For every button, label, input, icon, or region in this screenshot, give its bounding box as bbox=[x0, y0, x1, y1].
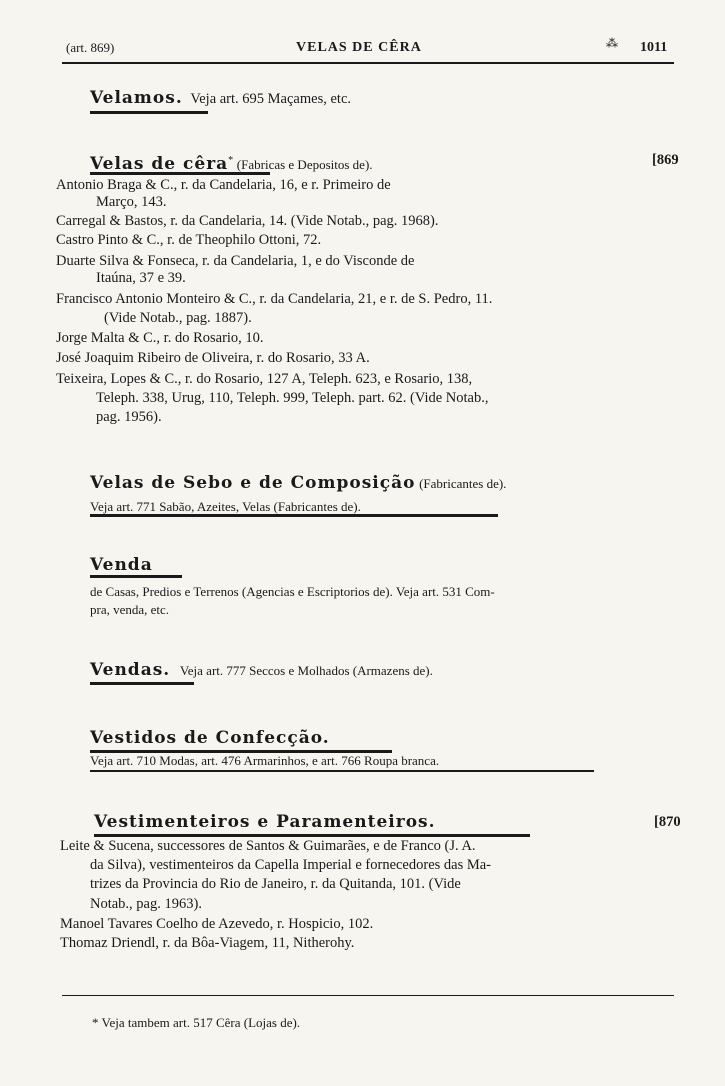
list-item-continuation: da Silva), vestimenteiros da Capella Imperial e fornecedores das Ma- bbox=[90, 857, 492, 873]
list-item bbox=[56, 177, 690, 194]
section-vestidos-title: Vestidos de Confecção. bbox=[90, 728, 330, 748]
header-article-ref: (art. 869) bbox=[66, 40, 115, 55]
list-item: Francisco Antonio Monteiro & C., r. da Candelaria, 21, e r. de S. Pedro, 11. bbox=[56, 291, 493, 307]
list-item-continuation: trizes da Provincia do Rio de Janeiro, r. da Quitanda, 101. (Vide bbox=[90, 876, 461, 892]
entry-text: Antonio Braga & C., r. da Candelaria, 16, e r. Primeiro de bbox=[56, 177, 391, 193]
section-title: Vestimenteiros e Paramenteiros. bbox=[94, 812, 436, 832]
section-ref: Veja art. 695 Maçames, etc. bbox=[190, 91, 351, 107]
section-velas-sebo bbox=[90, 475, 506, 493]
list-item: Castro Pinto & C., r. de Theophilo Ottoni, 72. bbox=[56, 232, 322, 248]
header-rule bbox=[62, 62, 674, 64]
list-item: Teixeira, Lopes & C., r. do Rosario, 127 A, Teleph. 623, e Rosario, 138, bbox=[56, 371, 473, 387]
section-underline bbox=[90, 111, 208, 114]
list-item: Duarte Silva & Fonseca, r. da Candelaria, 1, e do Visconde de bbox=[56, 253, 415, 269]
section-underline bbox=[90, 575, 182, 578]
list-item: Leite & Sucena, successores de Santos & Guimarães, e de Franco (J. A. bbox=[60, 838, 476, 854]
asterism-icon: ⁂ bbox=[606, 36, 618, 50]
section-vestimenteiros bbox=[94, 814, 690, 832]
article-number: [870 bbox=[654, 814, 681, 830]
section-title: Vendas. bbox=[90, 660, 171, 680]
page-title: VELAS DE CÊRA bbox=[296, 40, 422, 55]
section-desc: (Fabricas e Depositos de). bbox=[236, 156, 373, 172]
article-number: [869 bbox=[652, 152, 679, 168]
footnote-mark: * bbox=[228, 155, 234, 166]
section-underline bbox=[90, 770, 594, 772]
section-underline bbox=[90, 682, 194, 685]
list-item-continuation: Itaúna, 37 e 39. bbox=[96, 270, 186, 286]
footnote: * Veja tambem art. 517 Cêra (Lojas de). bbox=[92, 1015, 301, 1030]
list-item-continuation: Notab., pag. 1963). bbox=[90, 896, 202, 912]
list-item-continuation: (Vide Notab., pag. 1887). bbox=[104, 310, 252, 326]
section-title: Velamos. bbox=[90, 88, 183, 108]
section-title: Velas de Sebo e de Composição bbox=[90, 473, 416, 493]
section-desc: (Fabricantes de). bbox=[419, 476, 507, 491]
section-vendas bbox=[90, 662, 433, 680]
list-item: Manoel Tavares Coelho de Azevedo, r. Hospicio, 102. bbox=[60, 916, 374, 932]
section-underline bbox=[94, 834, 530, 837]
list-item-continuation: pag. 1956). bbox=[96, 409, 162, 425]
section-velamos bbox=[90, 90, 351, 108]
section-ref: Veja art. 710 Modas, art. 476 Armarinhos, e art. 766 Roupa branca. bbox=[90, 753, 440, 768]
section-underline bbox=[90, 514, 498, 517]
list-item-continuation: Teleph. 338, Urug, 110, Teleph. 999, Teleph. part. 62. (Vide Notab., bbox=[96, 390, 489, 406]
section-text: de Casas, Predios e Terrenos (Agencias e Escriptorios de). Veja art. 531 Com- bbox=[90, 584, 495, 599]
list-item: Thomaz Driendl, r. da Bôa-Viagem, 11, Nitherohy. bbox=[60, 935, 355, 951]
section-underline bbox=[90, 172, 270, 175]
list-item: Jorge Malta & C., r. do Rosario, 10. bbox=[56, 330, 264, 346]
section-title: Velas de cêra bbox=[90, 153, 229, 174]
page-number: 1011 bbox=[640, 40, 668, 55]
footnote-divider bbox=[62, 995, 674, 996]
list-item-continuation: Março, 143. bbox=[96, 194, 167, 210]
list-item: José Joaquim Ribeiro de Oliveira, r. do Rosario, 33 A. bbox=[56, 350, 370, 366]
section-venda-title: Venda bbox=[90, 555, 153, 575]
section-ref: Veja art. 771 Sabão, Azeites, Velas (Fabricantes de). bbox=[90, 499, 361, 514]
section-ref: Veja art. 777 Seccos e Molhados (Armazens de). bbox=[179, 663, 433, 678]
section-velas-cera bbox=[90, 152, 690, 174]
list-item: Carregal & Bastos, r. da Candelaria, 14. (Vide Notab., pag. 1968). bbox=[56, 213, 439, 229]
section-text-continuation: pra, venda, etc. bbox=[90, 602, 170, 617]
